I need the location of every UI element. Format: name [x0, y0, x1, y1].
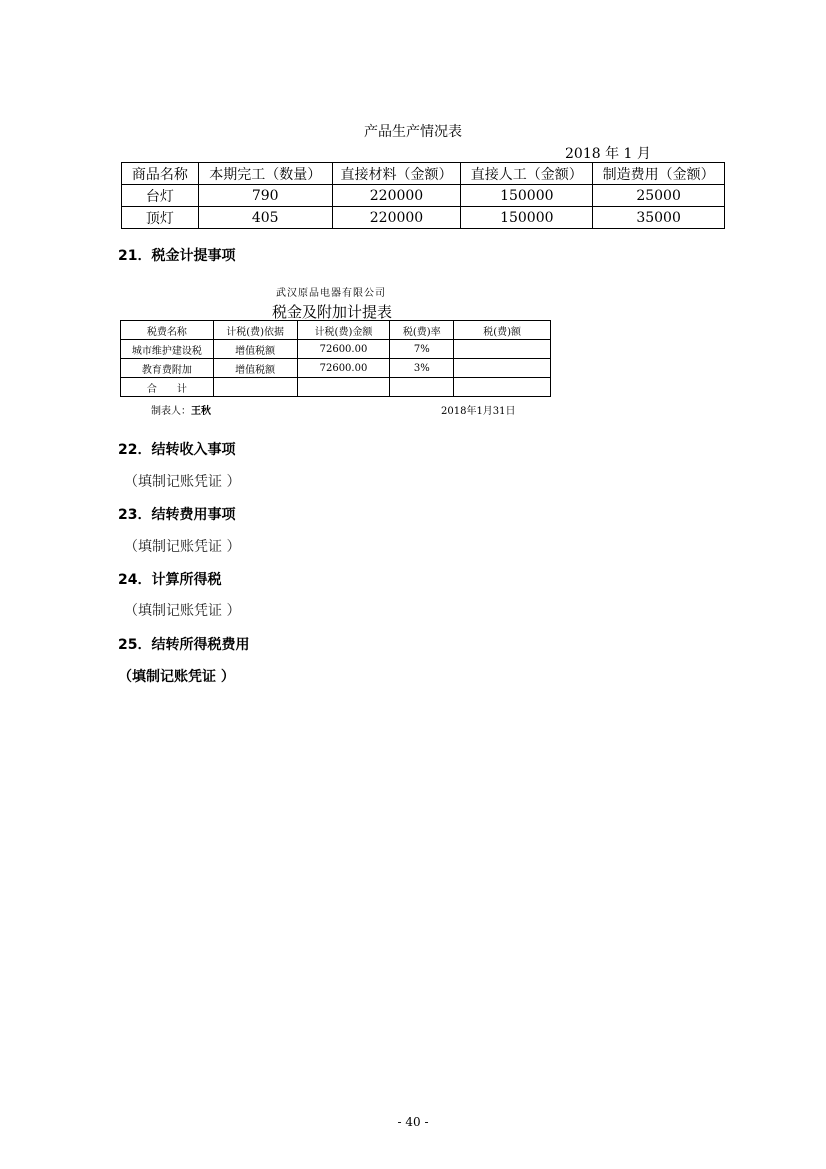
table-cell: 城市维护建设税 — [121, 340, 214, 359]
table-cell — [454, 378, 551, 397]
table-cell — [390, 378, 454, 397]
section-heading-22: 22．结转收入事项 — [118, 442, 236, 458]
table-cell: 7% — [390, 340, 454, 359]
table-cell — [454, 340, 551, 359]
table-row — [122, 185, 725, 207]
table-cell: 教育费附加 — [121, 359, 214, 378]
tax-table — [120, 320, 551, 397]
table-header-cell: 税(费)率 — [390, 321, 454, 340]
production-table — [121, 162, 725, 229]
table-cell: 3% — [390, 359, 454, 378]
table-cell: 台灯 — [122, 185, 199, 207]
tax-table-date: 2018年1月31日 — [441, 406, 516, 417]
table-maker-name: 王秋 — [191, 406, 211, 417]
table-header-cell: 直接材料（金额） — [332, 163, 461, 185]
table-maker — [151, 402, 211, 417]
table-header-cell: 税(费)额 — [454, 321, 551, 340]
table-header-cell: 本期完工（数量） — [198, 163, 332, 185]
table-cell: 合 计 — [121, 378, 214, 397]
company-name: 武汉原品电器有限公司 — [276, 288, 386, 299]
table-cell: 150000 — [461, 207, 593, 229]
table-cell: 790 — [198, 185, 332, 207]
table-cell — [213, 378, 297, 397]
voucher-note-25: （填制记账凭证 ） — [118, 669, 235, 685]
table-header-row — [122, 163, 725, 185]
voucher-note-23: （填制记账凭证 ） — [124, 539, 241, 555]
table-header-cell: 直接人工（金额） — [461, 163, 593, 185]
table-cell: 72600.00 — [297, 340, 390, 359]
table-row — [121, 359, 551, 378]
tax-table-title: 税金及附加计提表 — [272, 303, 393, 321]
section-heading-21: 21．税金计提事项 — [118, 248, 236, 264]
table-header-cell: 税费名称 — [121, 321, 214, 340]
table-maker-label: 制表人： — [151, 406, 191, 417]
voucher-note-24: （填制记账凭证 ） — [124, 603, 241, 619]
table-cell: 增值税额 — [213, 359, 297, 378]
table-cell: 25000 — [593, 185, 725, 207]
table-cell: 增值税额 — [213, 340, 297, 359]
table-cell: 405 — [198, 207, 332, 229]
table-cell: 顶灯 — [122, 207, 199, 229]
table-header-row — [121, 321, 551, 340]
table-cell: 150000 — [461, 185, 593, 207]
section-heading-24: 24．计算所得税 — [118, 572, 222, 588]
section-heading-23: 23．结转费用事项 — [118, 507, 236, 523]
table-cell — [454, 359, 551, 378]
table-cell: 72600.00 — [297, 359, 390, 378]
production-table-title: 产品生产情况表 — [364, 124, 462, 140]
voucher-note-22: （填制记账凭证 ） — [124, 474, 241, 490]
table-row — [122, 207, 725, 229]
table-row — [121, 340, 551, 359]
page-number: - 40 - — [397, 1115, 429, 1129]
table-header-cell: 计税(费)依据 — [213, 321, 297, 340]
table-cell: 35000 — [593, 207, 725, 229]
table-header-cell: 计税(费)金额 — [297, 321, 390, 340]
table-header-cell: 制造费用（金额） — [593, 163, 725, 185]
table-cell: 220000 — [332, 185, 461, 207]
table-cell: 220000 — [332, 207, 461, 229]
table-cell — [297, 378, 390, 397]
table-header-cell: 商品名称 — [122, 163, 199, 185]
table-total-row — [121, 378, 551, 397]
section-heading-25: 25．结转所得税费用 — [118, 637, 250, 653]
production-table-date: 2018 年 1 月 — [565, 146, 651, 162]
